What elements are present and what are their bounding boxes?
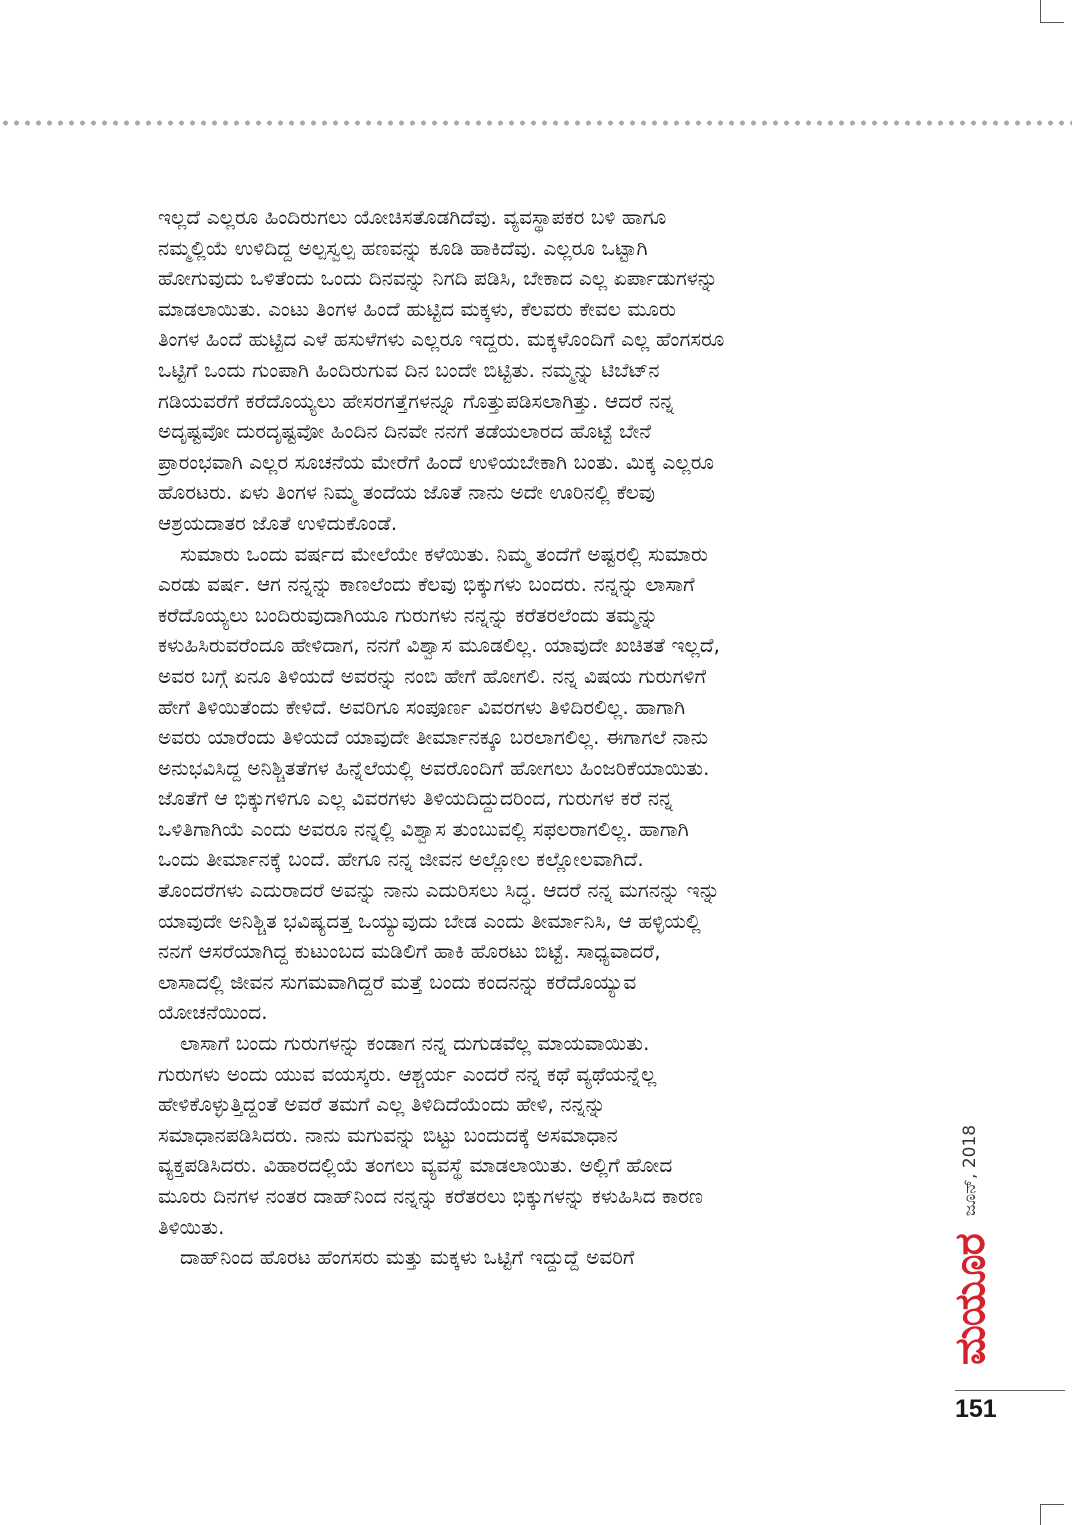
page-number-rule	[955, 1390, 1065, 1391]
text-line: ಸುಮಾರು ಒಂದು ವರ್ಷದ ಮೇಲೆಯೇ ಕಳೆಯಿತು. ನಿಮ್ಮ ತಂದೆಗೆ ಅಷ್ಟರಲ್ಲಿ ಸುಮಾರು	[180, 542, 708, 566]
text-line: ಜೊತೆಗೆ ಆ ಭಿಕ್ಕುಗಳಿಗೂ ಎಲ್ಲ ವಿವರಗಳು ತಿಳಿಯದಿದ್ದುದರಿಂದ, ಗುರುಗಳ ಕರೆ ನನ್ನ	[158, 787, 673, 811]
text-line: ದಾಹ್‌ನಿಂದ ಹೊರಟ ಹೆಂಗಸರು ಮತ್ತು ಮಕ್ಕಳು ಒಟ್ಟಿಗೆ ಇದ್ದುದ್ದೆ ಅವರಿಗೆ	[180, 1246, 635, 1270]
issue-date: ಜೂನ್, 2018	[960, 1124, 980, 1217]
text-line: ನಮ್ಮಲ್ಲಿಯೆ ಉಳಿದಿದ್ದ ಅಲ್ಪಸ್ವಲ್ಪ ಹಣವನ್ನು ಕೂಡಿ ಹಾಕಿದೆವು. ಎಲ್ಲರೂ ಒಟ್ಟಾಗಿ	[158, 236, 648, 260]
text-line: ಹೋಗುವುದು ಒಳಿತೆಂದು ಒಂದು ದಿನವನ್ನು ನಿಗದಿ ಪಡಿಸಿ, ಬೇಕಾದ ಎಲ್ಲ ಏರ್ಪಾಡುಗಳನ್ನು	[158, 267, 718, 291]
text-line: ಕರೆದೊಯ್ಯಲು ಬಂದಿರುವುದಾಗಿಯೂ ಗುರುಗಳು ನನ್ನನ್ನು ಕರೆತರಲೆಂದು ತಮ್ಮನ್ನು	[158, 603, 659, 627]
text-line: ಲಾಸಾದಲ್ಲಿ ಜೀವನ ಸುಗಮವಾಗಿದ್ದರೆ ಮತ್ತೆ ಬಂದು ಕಂದನನ್ನು ಕರೆದೊಯ್ಯುವ	[158, 970, 637, 994]
text-line: ಎರಡು ವರ್ಷ. ಆಗ ನನ್ನನ್ನು ಕಾಣಲೆಂದು ಕೆಲವು ಭಿಕ್ಕುಗಳು ಬಂದರು. ನನ್ನನ್ನು ಲಾಸಾಗೆ	[158, 573, 695, 597]
text-line: ಅವರ ಬಗ್ಗೆ ಏನೂ ತಿಳಿಯದೆ ಅವರನ್ನು ನಂಬಿ ಹೇಗೆ ಹೋಗಲಿ. ನನ್ನ ವಿಷಯ ಗುರುಗಳಿಗೆ	[158, 664, 707, 688]
paragraph	[158, 540, 898, 1030]
text-line: ಆಶ್ರಯದಾತರ ಜೊತೆ ಉಳಿದುಕೊಂಡೆ.	[158, 511, 398, 535]
text-line: ಅನುಭವಿಸಿದ್ದ ಅನಿಶ್ಚಿತತೆಗಳ ಹಿನ್ನೆಲೆಯಲ್ಲಿ ಅವರೊಂದಿಗೆ ಹೋಗಲು ಹಿಂಜರಿಕೆಯಾಯಿತು.	[158, 756, 710, 780]
text-line: ಮಾಡಲಾಯಿತು. ಎಂಟು ತಿಂಗಳ ಹಿಂದೆ ಹುಟ್ಟಿದ ಮಕ್ಕಳು, ಕೆಲವರು ಕೇವಲ ಮೂರು	[158, 297, 676, 321]
text-line: ಅದೃಷ್ಟವೋ ದುರದೃಷ್ಟವೋ ಹಿಂದಿನ ದಿನವೇ ನನಗೆ ತಡೆಯಲಾರದ ಹೊಟ್ಟೆ ಬೇನೆ	[158, 420, 652, 444]
text-line: ಹೇಗೆ ತಿಳಿಯಿತೆಂದು ಕೇಳಿದೆ. ಅವರಿಗೂ ಸಂಪೂರ್ಣ ವಿವರಗಳು ತಿಳಿದಿರಲಿಲ್ಲ. ಹಾಗಾಗಿ	[158, 695, 686, 719]
text-line: ಒಂದು ತೀರ್ಮಾನಕ್ಕೆ ಬಂದೆ. ಹೇಗೂ ನನ್ನ ಜೀವನ ಅಲ್ಲೋಲ ಕಲ್ಲೋಲವಾಗಿದೆ.	[158, 848, 644, 872]
text-line: ಯೋಚನೆಯಿಂದ.	[158, 1001, 268, 1025]
text-line: ಗಡಿಯವರೆಗೆ ಕರೆದೊಯ್ಯಲು ಹೇಸರಗತ್ತೆಗಳನ್ನೂ ಗೊತ್ತುಪಡಿಸಲಾಗಿತ್ತು. ಆದರೆ ನನ್ನ	[158, 389, 675, 413]
article-body	[158, 203, 898, 1274]
text-line: ಪ್ರಾರಂಭವಾಗಿ ಎಲ್ಲರ ಸೂಚನೆಯ ಮೇರೆಗೆ ಹಿಂದೆ ಉಳಿಯಬೇಕಾಗಿ ಬಂತು. ಮಿಕ್ಕ ಎಲ್ಲರೂ	[158, 450, 715, 474]
dotted-separator	[0, 119, 1072, 127]
paragraph	[158, 1243, 898, 1274]
text-line: ಕಳುಹಿಸಿರುವರೆಂದೂ ಹೇಳಿದಾಗ, ನನಗೆ ವಿಶ್ವಾಸ ಮೂಡಲಿಲ್ಲ. ಯಾವುದೇ ಖಚಿತತೆ ಇಲ್ಲದೆ,	[158, 634, 721, 658]
text-line: ಗುರುಗಳು ಅಂದು ಯುವ ವಯಸ್ಕರು. ಆಶ್ಚರ್ಯ ಎಂದರೆ ನನ್ನ ಕಥೆ ವ್ಯಥೆಯನ್ನೆಲ್ಲ	[158, 1062, 657, 1086]
paragraph	[158, 203, 898, 540]
text-line: ವ್ಯಕ್ತಪಡಿಸಿದರು. ವಿಹಾರದಲ್ಲಿಯೆ ತಂಗಲು ವ್ಯವಸ್ಥೆ ಮಾಡಲಾಯಿತು. ಅಲ್ಲಿಗೆ ಹೋದ	[158, 1154, 673, 1178]
text-line: ಒಳಿತಿಗಾಗಿಯೆ ಎಂದು ಅವರೂ ನನ್ನಲ್ಲಿ ವಿಶ್ವಾಸ ತುಂಬುವಲ್ಲಿ ಸಫಲರಾಗಲಿಲ್ಲ. ಹಾಗಾಗಿ	[158, 817, 689, 841]
text-line: ತಿಳಿಯಿತು.	[158, 1215, 225, 1239]
text-line: ಇಲ್ಲದೆ ಎಲ್ಲರೂ ಹಿಂದಿರುಗಲು ಯೋಚಿಸತೊಡಗಿದೆವು. ವ್ಯವಸ್ಥಾಪಕರ ಬಳಿ ಹಾಗೂ	[158, 206, 667, 229]
paragraph	[158, 1029, 898, 1243]
text-line: ಒಟ್ಟಿಗೆ ಒಂದು ಗುಂಪಾಗಿ ಹಿಂದಿರುಗುವ ದಿನ ಬಂದೇ ಬಿಟ್ಟಿತು. ನಮ್ಮನ್ನು ಟಿಬೆಟ್‌ನ	[158, 358, 660, 382]
crop-mark-bottom-h	[1040, 1504, 1064, 1505]
text-line: ಹೊರಟರು. ಏಳು ತಿಂಗಳ ನಿಮ್ಮ ತಂದೆಯ ಜೊತೆ ನಾನು ಅದೇ ಊರಿನಲ್ಲಿ ಕೆಲವು	[158, 481, 656, 505]
page-number: 151	[955, 1395, 997, 1423]
text-line: ಹೇಳಿಕೊಳ್ಳುತ್ತಿದ್ದಂತೆ ಅವರೆ ತಮಗೆ ಎಲ್ಲ ತಿಳಿದಿದೆಯೆಂದು ಹೇಳಿ, ನನ್ನನ್ನು	[158, 1093, 606, 1117]
magazine-title: ಮಯೂರ	[945, 1234, 994, 1366]
text-line: ನನಗೆ ಆಸರೆಯಾಗಿದ್ದ ಕುಟುಂಬದ ಮಡಿಲಿಗೆ ಹಾಕಿ ಹೊರಟು ಬಿಟ್ಟೆ. ಸಾಧ್ಯವಾದರೆ,	[158, 940, 661, 964]
text-line: ಅವರು ಯಾರೆಂದು ತಿಳಿಯದೆ ಯಾವುದೇ ತೀರ್ಮಾನಕ್ಕೂ ಬರಲಾಗಲಿಲ್ಲ. ಈಗಾಗಲೆ ನಾನು	[158, 726, 709, 750]
text-line: ತಿಂಗಳ ಹಿಂದೆ ಹುಟ್ಟಿದ ಎಳೆ ಹಸುಳೆಗಳು ಎಲ್ಲರೂ ಇದ್ದರು. ಮಕ್ಕಳೊಂದಿಗೆ ಎಲ್ಲ ಹೆಂಗಸರೂ	[158, 328, 725, 352]
crop-mark-top-h	[1040, 22, 1064, 23]
text-line: ಮೂರು ದಿನಗಳ ನಂತರ ದಾಹ್‌ನಿಂದ ನನ್ನನ್ನು ಕರೆತರಲು ಭಿಕ್ಕುಗಳನ್ನು ಕಳುಹಿಸಿದ ಕಾರಣ	[158, 1185, 704, 1208]
text-line: ತೊಂದರೆಗಳು ಎದುರಾದರೆ ಅವನ್ನು ನಾನು ಎದುರಿಸಲು ಸಿದ್ಧ. ಆದರೆ ನನ್ನ ಮಗನನ್ನು ಇನ್ನು	[158, 879, 720, 903]
text-line: ಸಮಾಧಾನಪಡಿಸಿದರು. ನಾನು ಮಗುವನ್ನು ಬಿಟ್ಟು ಬಂದುದಕ್ಕೆ ಅಸಮಾಧಾನ	[158, 1123, 618, 1147]
magazine-sidebar	[940, 1120, 1000, 1370]
crop-mark-bottom-v	[1040, 1504, 1041, 1525]
crop-mark-top-v	[1040, 0, 1041, 22]
text-line: ಲಾಸಾಗೆ ಬಂದು ಗುರುಗಳನ್ನು ಕಂಡಾಗ ನನ್ನ ದುಗುಡವೆಲ್ಲ ಮಾಯವಾಯಿತು.	[180, 1032, 650, 1056]
text-line: ಯಾವುದೇ ಅನಿಶ್ಚಿತ ಭವಿಷ್ಯದತ್ತ ಒಯ್ಯುವುದು ಬೇಡ ಎಂದು ತೀರ್ಮಾನಿಸಿ, ಆ ಹಳ್ಳಿಯಲ್ಲಿ	[158, 909, 701, 933]
